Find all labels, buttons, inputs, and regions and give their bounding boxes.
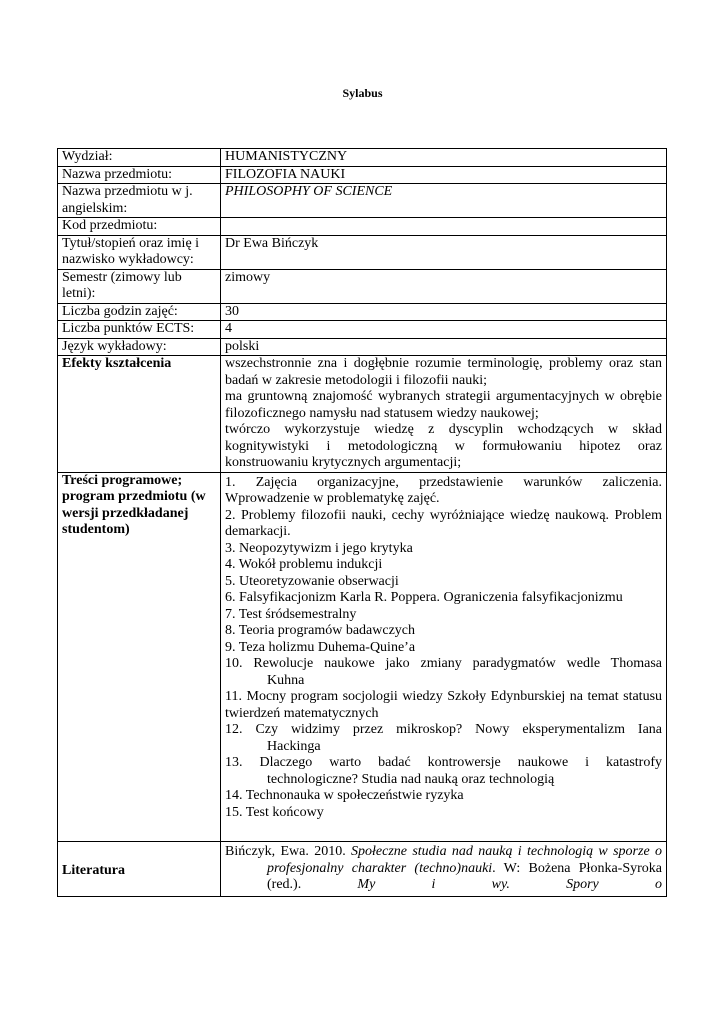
topic-item: 7. Test śródsemestralny: [225, 606, 357, 622]
row-value: FILOZOFIA NAUKI: [221, 166, 667, 184]
syllabus-table: [57, 148, 667, 897]
row-value: Dr Ewa Bińczyk: [221, 235, 667, 269]
literatura-label: Literatura: [58, 842, 221, 897]
efekty-item: wszechstronnie zna i dogłębnie rozumie terminologię, problemy oraz stan badań w zakresie metodologii i filozofii nauki;: [225, 356, 662, 388]
row-label: Tytuł/stopień oraz imię i nazwisko wykładowcy:: [58, 235, 221, 269]
row-label: Kod przedmiotu:: [58, 218, 221, 236]
tresci-row: [58, 472, 667, 842]
table-row: [58, 184, 667, 218]
table-row: [58, 321, 667, 339]
row-label: Nazwa przedmiotu:: [58, 166, 221, 184]
row-value: 4: [221, 321, 667, 339]
topic-item: 5. Uteoretyzowanie obserwacji: [225, 573, 399, 589]
row-label: Nazwa przedmiotu w j. angielskim:: [58, 184, 221, 218]
table-row: [58, 218, 667, 236]
topic-item: 10. Rewolucje naukowe jako zmiany paradygmatów wedle Thomasa Kuhna: [225, 656, 663, 688]
row-label: Semestr (zimowy lub letni):: [58, 269, 221, 303]
row-label: Liczba godzin zajęć:: [58, 303, 221, 321]
row-value: zimowy: [221, 269, 667, 303]
literatura-row: [58, 842, 667, 897]
tresci-content: [221, 472, 667, 842]
topic-item: 11. Mocny program socjologii wiedzy Szkoły Edynburskiej na temat statusu twierdzeń matematycznych: [225, 689, 663, 721]
efekty-content: [221, 356, 667, 473]
table-row: [58, 166, 667, 184]
efekty-row: [58, 356, 667, 473]
topic-item: 1. Zajęcia organizacyjne, przedstawienie warunków zaliczenia. Wprowadzenie w problematykę zajęć.: [225, 474, 663, 506]
row-label: Liczba punktów ECTS:: [58, 321, 221, 339]
table-row: [58, 235, 667, 269]
topic-item: 2. Problemy filozofii nauki, cechy wyróżniające wiedzę naukową. Problem demarkacji.: [225, 507, 662, 539]
row-value: 30: [221, 303, 667, 321]
row-value: polski: [221, 338, 667, 356]
topic-item: 15. Test końcowy: [225, 804, 324, 820]
topic-item: 8. Teoria programów badawczych: [225, 623, 416, 638]
table-row: [58, 149, 667, 167]
topic-item: 6. Falsyfikacjonizm Karla R. Poppera. Ograniczenia falsyfikacjonizmu: [225, 590, 623, 605]
table-row: [58, 303, 667, 321]
topic-item: 4. Wokół problemu indukcji: [225, 557, 383, 572]
row-value: PHILOSOPHY OF SCIENCE: [221, 184, 667, 218]
row-value: [221, 218, 667, 236]
topic-item: 3. Neopozytywizm i jego krytyka: [225, 540, 413, 556]
table-row: [58, 269, 667, 303]
efekty-item: ma gruntowną znajomość wybranych strategii argumentacyjnych w obrębie filozoficznego namysłu nad statusem wiedzy naukowej;: [225, 389, 662, 421]
efekty-label: Efekty kształcenia: [58, 356, 221, 473]
row-label: Język wykładowy:: [58, 338, 221, 356]
document-title: Sylabus: [342, 86, 383, 100]
topic-item: 9. Teza holizmu Duhema-Quine’a: [225, 639, 416, 655]
literatura-entry: Bińczyk, Ewa. 2010. Społeczne studia nad nauką i technologią w sporze o profesjonalny charakter (techno)nauki. W: Bożena Płonka-Syroka (red.). My i wy. Spory o: [225, 844, 662, 892]
literatura-content: [221, 842, 667, 897]
topic-item: 12. Czy widzimy przez mikroskop? Nowy eksperymentalizm Iana Hackinga: [225, 722, 663, 754]
topic-item: 13. Dlaczego warto badać kontrowersje naukowe i katastrofy technologiczne? Studia nad nauką oraz technologią: [225, 755, 663, 787]
topic-item: 14. Technonauka w społeczeństwie ryzyka: [225, 788, 464, 803]
row-label: Wydział:: [58, 149, 221, 167]
table-row: [58, 338, 667, 356]
row-value: HUMANISTYCZNY: [221, 149, 667, 167]
tresci-label: Treści programowe; program przedmiotu (w wersji przedkładanej studentom): [58, 472, 221, 842]
efekty-item: twórczo wykorzystuje wiedzę z dyscyplin wchodzących w skład kognitywistyki i metodologiczną w formułowaniu hipotez oraz konstruowaniu krytycznych argumentacji;: [225, 422, 662, 470]
